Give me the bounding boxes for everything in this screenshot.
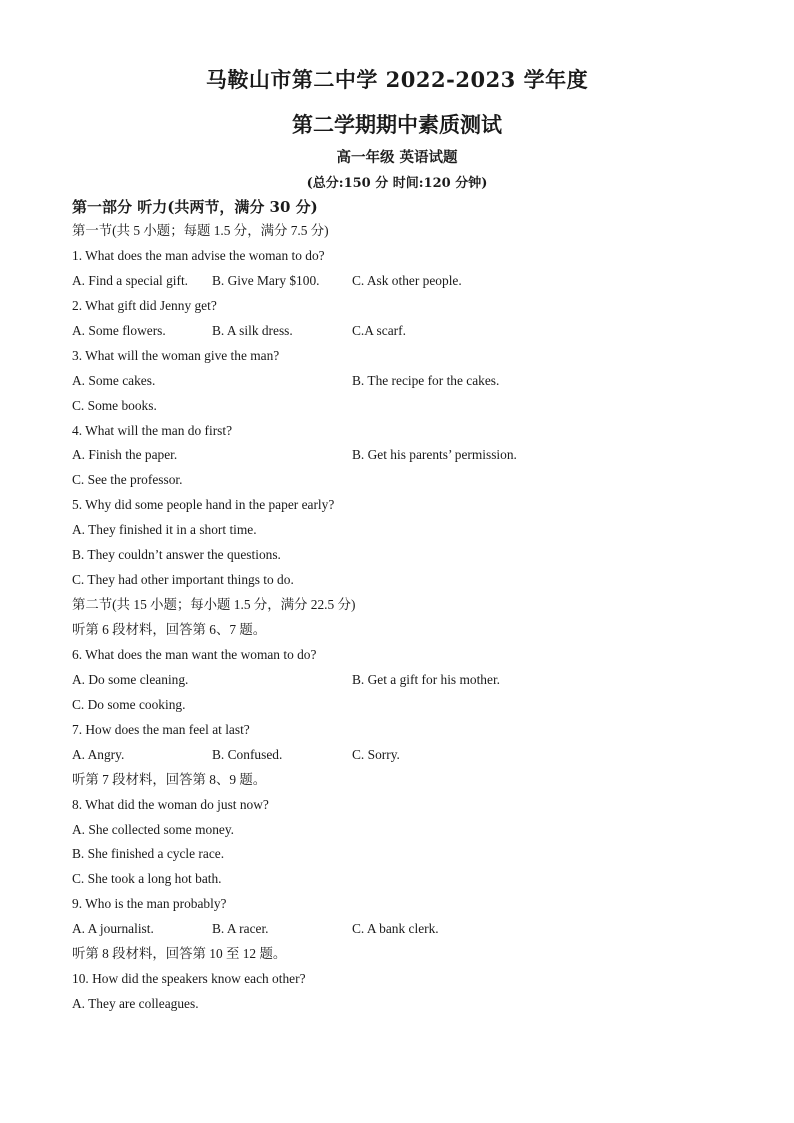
option-a: A. They finished it in a short time. bbox=[72, 522, 257, 538]
option-a: A. Do some cleaning. bbox=[72, 671, 189, 687]
options-row bbox=[72, 319, 732, 344]
question-10: 10. How did the speakers know each other? bbox=[72, 971, 306, 987]
option-c: C. See the professor. bbox=[72, 472, 183, 488]
option-b: B. Get a gift for his mother. bbox=[352, 671, 501, 687]
option-b: B. They couldn’t answer the questions. bbox=[72, 547, 281, 563]
section2-heading: 第二节(共 15 小题；每小题 1.5 分，满分 22.5 分) bbox=[72, 597, 356, 613]
group-instruction: 听第 6 段材料，回答第 6、7 题。 bbox=[72, 622, 267, 637]
option-b: B. Get his parents’ permission. bbox=[352, 447, 517, 463]
option-a: A. Some flowers. bbox=[72, 322, 166, 338]
options-row bbox=[72, 668, 732, 693]
option-b: B. A silk dress. bbox=[212, 322, 293, 338]
listening-section bbox=[72, 219, 732, 1017]
section1-heading: 第一节(共 5 小题；每题 1.5 分，满分 7.5 分) bbox=[72, 223, 329, 238]
option-a: A. A journalist. bbox=[72, 921, 154, 937]
option-a: A. She collected some money. bbox=[72, 821, 235, 837]
option-a: A. Find a special gift. bbox=[72, 272, 189, 288]
option-b: B. She finished a cycle race. bbox=[72, 846, 225, 862]
score-time-info: (总分:150 分 时间:120 分钟) bbox=[306, 176, 488, 191]
option-c: C. A bank clerk. bbox=[352, 921, 439, 937]
option-a: A. Finish the paper. bbox=[72, 447, 178, 463]
options-row bbox=[72, 743, 732, 768]
option-b: B. Confused. bbox=[212, 746, 283, 762]
question-5: 5. Why did some people hand in the paper early? bbox=[72, 497, 335, 513]
options-row bbox=[72, 917, 732, 942]
question-4: 4. What will the man do first? bbox=[72, 422, 233, 438]
grade-subject: 高一年级 英语试题 bbox=[336, 149, 458, 166]
option-c: C. She took a long hot bath. bbox=[72, 871, 222, 887]
option-b: B. The recipe for the cakes. bbox=[352, 372, 500, 388]
part1-heading: 第一部分 听力(共两节，满分 30 分) bbox=[72, 198, 318, 216]
option-c: C. Ask other people. bbox=[352, 272, 462, 288]
option-a: A. Some cakes. bbox=[72, 372, 156, 388]
question-7: 7. How does the man feel at last? bbox=[72, 721, 250, 737]
group-instruction: 听第 7 段材料，回答第 8、9 题。 bbox=[72, 771, 267, 787]
exam-subtitle: 第二学期期中素质测试 bbox=[292, 112, 502, 137]
option-c: C. Sorry. bbox=[352, 746, 400, 762]
option-b: B. A racer. bbox=[212, 921, 269, 937]
option-c: C. Some books. bbox=[72, 397, 157, 413]
question-3: 3. What will the woman give the man? bbox=[72, 347, 280, 363]
question-8: 8. What did the woman do just now? bbox=[72, 796, 269, 812]
question-6: 6. What does the man want the woman to do? bbox=[72, 646, 317, 662]
exam-title: 马鞍山市第二中学 2022-2023 学年度 bbox=[205, 67, 589, 92]
option-c: C. Do some cooking. bbox=[72, 696, 186, 712]
options-row bbox=[72, 443, 732, 468]
question-9: 9. Who is the man probably? bbox=[72, 896, 227, 912]
option-c: C.A scarf. bbox=[352, 322, 406, 338]
option-a: A. They are colleagues. bbox=[72, 996, 199, 1012]
option-c: C. They had other important things to do. bbox=[72, 572, 294, 588]
question-1: 1. What does the man advise the woman to do? bbox=[72, 247, 325, 263]
group-instruction: 听第 8 段材料，回答第 10 至 12 题。 bbox=[72, 946, 287, 962]
options-row bbox=[72, 369, 732, 394]
question-2: 2. What gift did Jenny get? bbox=[72, 297, 217, 313]
options-row bbox=[72, 269, 732, 294]
option-b: B. Give Mary $100. bbox=[212, 272, 320, 288]
option-a: A. Angry. bbox=[72, 746, 125, 762]
